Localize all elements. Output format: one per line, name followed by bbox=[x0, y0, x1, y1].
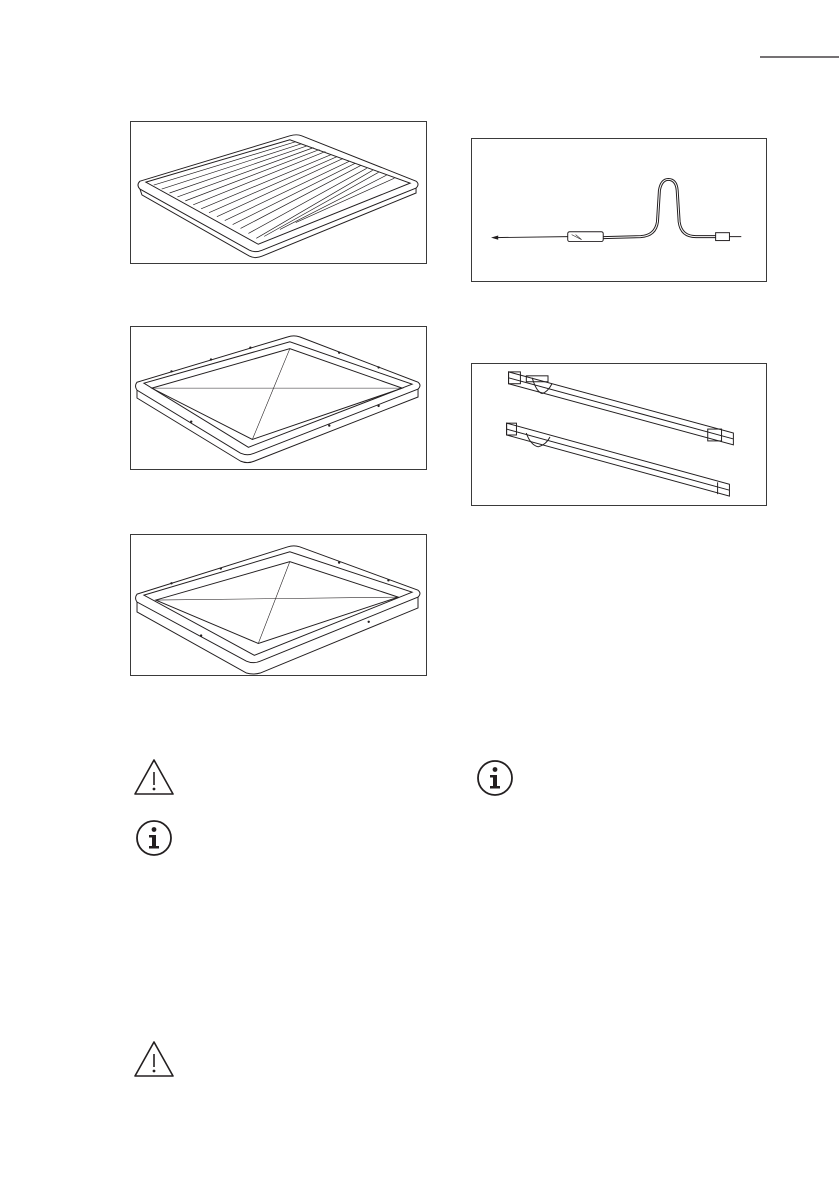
food-sensor-probe-illustration bbox=[472, 139, 766, 281]
warning-notice-2 bbox=[132, 1038, 176, 1082]
info-notice-2 bbox=[473, 756, 517, 800]
info-circle-icon bbox=[132, 816, 176, 860]
deep-pan-illustration bbox=[131, 535, 426, 675]
info-circle-icon bbox=[473, 756, 517, 800]
grill-pan-figure bbox=[130, 534, 427, 676]
info-notice-1 bbox=[132, 816, 176, 860]
wire-shelf-illustration bbox=[131, 122, 426, 263]
crop-mark bbox=[760, 0, 839, 60]
baking-tray-illustration bbox=[131, 327, 426, 469]
warning-triangle-icon bbox=[132, 756, 176, 800]
warning-notice-1 bbox=[132, 756, 176, 800]
telescopic-runners-figure bbox=[471, 363, 767, 506]
wire-shelf-figure bbox=[130, 121, 427, 264]
telescopic-runners-illustration bbox=[472, 364, 766, 505]
core-temperature-sensor-figure bbox=[471, 138, 767, 282]
warning-triangle-icon bbox=[132, 1038, 176, 1082]
baking-tray-figure bbox=[130, 326, 427, 470]
